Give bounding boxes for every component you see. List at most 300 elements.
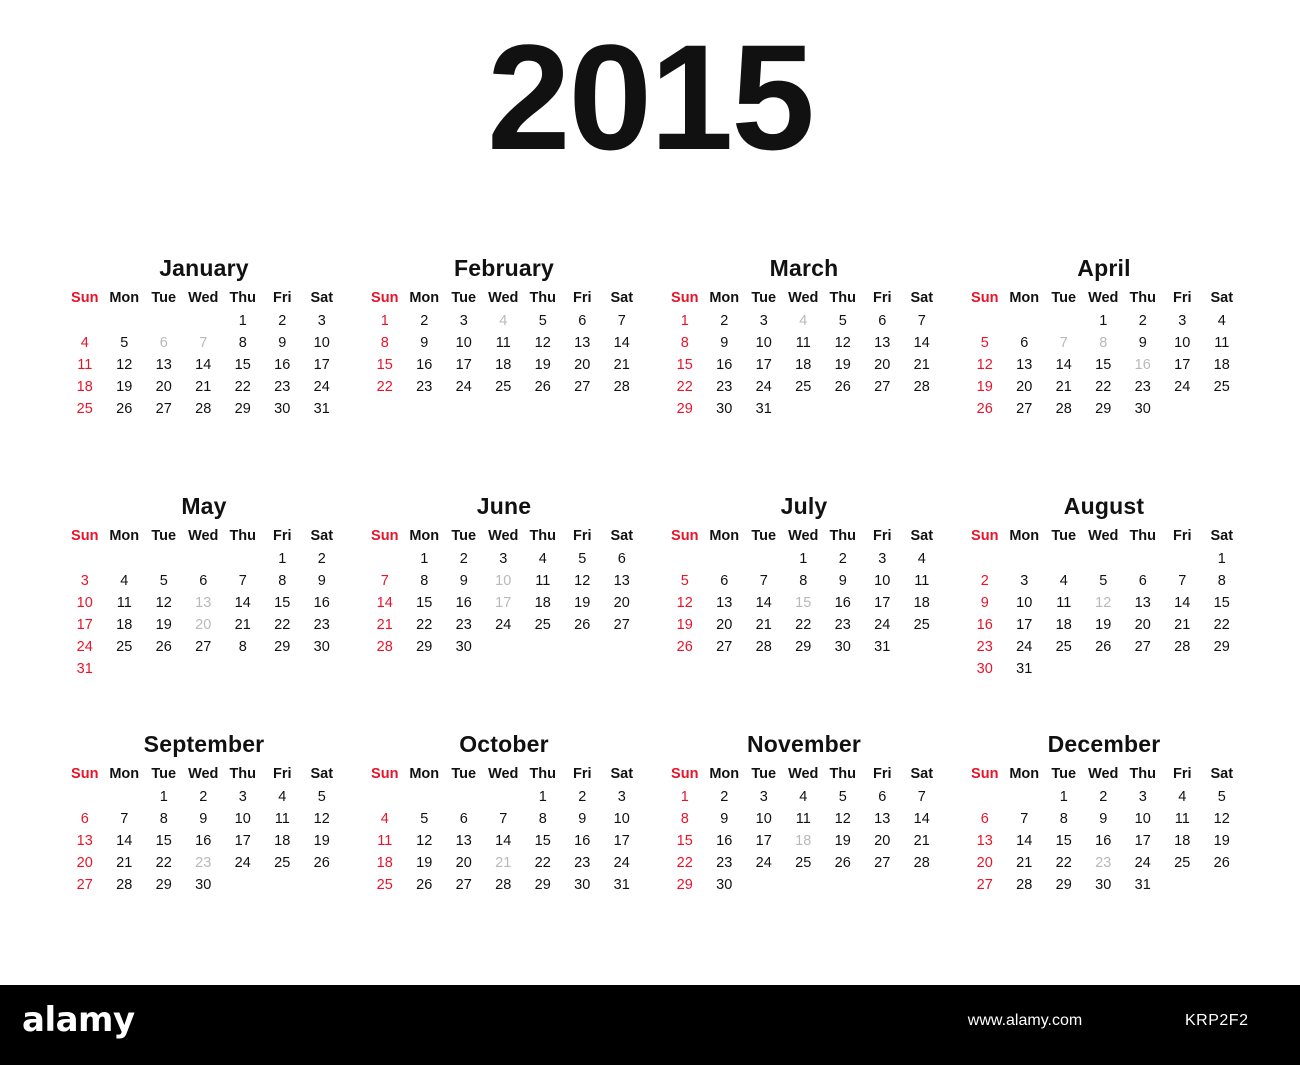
day-cell: 2 xyxy=(278,313,287,329)
day-cell: 14 xyxy=(755,595,772,611)
day-cell: 10 xyxy=(1174,335,1191,351)
day-cell-empty xyxy=(863,874,903,896)
day-cell: 7 xyxy=(199,335,208,351)
week-row xyxy=(354,636,654,658)
day-cell: 3 xyxy=(499,551,508,567)
day-cell: 30 xyxy=(976,661,993,677)
day-cell: 14 xyxy=(1174,595,1191,611)
week-row xyxy=(654,614,954,636)
weekday-label-sun: Sun xyxy=(71,290,99,306)
day-cell: 16 xyxy=(1134,357,1151,373)
day-cell-empty xyxy=(105,548,145,570)
day-cell: 4 xyxy=(380,811,389,827)
day-cell: 19 xyxy=(534,357,551,373)
week-row xyxy=(54,376,354,398)
week-row xyxy=(354,852,654,874)
day-cell: 4 xyxy=(917,551,926,567)
day-cell: 24 xyxy=(1174,379,1191,395)
day-cell-empty xyxy=(1163,874,1203,896)
day-cell: 12 xyxy=(116,357,133,373)
day-cell-empty xyxy=(1163,658,1203,680)
day-cell: 22 xyxy=(416,617,433,633)
month-name: December xyxy=(1047,731,1161,757)
day-cell: 6 xyxy=(878,789,887,805)
weekday-label-sun: Sun xyxy=(371,766,399,782)
day-cell: 9 xyxy=(1138,335,1147,351)
day-cell: 25 xyxy=(495,379,512,395)
day-cell: 21 xyxy=(195,379,212,395)
day-cell: 15 xyxy=(234,357,251,373)
day-cell: 14 xyxy=(234,595,251,611)
day-cell: 23 xyxy=(716,855,733,871)
weekday-label-thu: Thu xyxy=(529,766,557,782)
day-cell-empty xyxy=(184,658,224,680)
day-cell: 3 xyxy=(459,313,468,329)
day-cell: 22 xyxy=(676,855,693,871)
day-cell: 4 xyxy=(1178,789,1187,805)
day-cell: 26 xyxy=(1213,855,1230,871)
day-cell: 16 xyxy=(416,357,433,373)
day-cell-empty xyxy=(263,874,303,896)
day-cell-empty xyxy=(965,786,1005,808)
day-cell-empty xyxy=(223,658,263,680)
day-cell: 5 xyxy=(680,573,689,589)
weekday-label-mon: Mon xyxy=(409,290,440,306)
day-cell: 15 xyxy=(1055,833,1072,849)
day-cell: 13 xyxy=(874,811,891,827)
day-cell-empty xyxy=(902,874,942,896)
day-cell-empty xyxy=(302,658,342,680)
day-cell: 11 xyxy=(1174,811,1190,827)
day-cell: 21 xyxy=(613,357,630,373)
day-cell: 28 xyxy=(195,401,212,417)
week-row xyxy=(654,332,954,354)
month-name: February xyxy=(453,255,555,281)
day-cell: 23 xyxy=(416,379,433,395)
day-cell-empty xyxy=(365,548,405,570)
month-block xyxy=(954,731,1254,969)
week-row xyxy=(354,786,654,808)
day-cell-empty xyxy=(863,398,903,420)
week-row xyxy=(654,310,954,332)
week-row xyxy=(954,310,1254,332)
day-cell: 18 xyxy=(116,617,133,633)
day-cell: 26 xyxy=(1095,639,1112,655)
day-cell: 21 xyxy=(376,617,393,633)
weekday-label-wed: Wed xyxy=(788,528,819,544)
day-cell: 4 xyxy=(80,335,89,351)
day-cell: 13 xyxy=(76,833,93,849)
day-cell: 29 xyxy=(534,877,551,893)
day-cell: 18 xyxy=(795,357,812,373)
day-cell-empty xyxy=(523,636,563,658)
day-cell: 6 xyxy=(80,811,89,827)
day-cell: 11 xyxy=(1214,335,1230,351)
day-cell: 2 xyxy=(720,313,729,329)
day-cell: 2 xyxy=(720,789,729,805)
day-cell: 3 xyxy=(80,573,89,589)
day-cell: 24 xyxy=(234,855,251,871)
weekday-label-thu: Thu xyxy=(229,528,257,544)
day-cell: 13 xyxy=(1134,595,1151,611)
day-cell: 7 xyxy=(917,313,926,329)
week-row xyxy=(54,398,354,420)
day-cell: 7 xyxy=(759,573,768,589)
weekday-label-mon: Mon xyxy=(109,528,140,544)
month-block xyxy=(54,731,354,969)
day-cell: 28 xyxy=(1174,639,1191,655)
week-row xyxy=(354,874,654,896)
day-cell: 14 xyxy=(613,335,630,351)
day-cell: 25 xyxy=(1213,379,1230,395)
weekday-label-mon: Mon xyxy=(709,290,740,306)
day-cell: 23 xyxy=(195,855,212,871)
weekday-label-mon: Mon xyxy=(709,766,740,782)
day-cell-empty xyxy=(784,874,824,896)
day-cell: 13 xyxy=(1016,357,1033,373)
weekday-header-row xyxy=(654,290,954,310)
weekday-label-thu: Thu xyxy=(529,528,557,544)
day-cell: 20 xyxy=(155,379,172,395)
day-cell: 11 xyxy=(495,335,511,351)
weekday-label-sun: Sun xyxy=(971,528,999,544)
day-cell-empty xyxy=(144,658,184,680)
day-cell: 30 xyxy=(716,877,733,893)
day-cell: 8 xyxy=(380,335,389,351)
weekday-label-sun: Sun xyxy=(971,290,999,306)
weekday-label-wed: Wed xyxy=(1088,766,1119,782)
month-name: April xyxy=(1077,255,1131,281)
day-cell-empty xyxy=(965,548,1005,570)
day-cell: 19 xyxy=(1095,617,1112,633)
weekday-label-wed: Wed xyxy=(188,528,219,544)
day-cell-empty xyxy=(1163,548,1203,570)
day-cell: 7 xyxy=(1178,573,1187,589)
page-title: 2015 xyxy=(487,13,813,181)
weekday-label-wed: Wed xyxy=(788,290,819,306)
week-row xyxy=(654,592,954,614)
day-cell: 21 xyxy=(913,357,930,373)
day-cell-empty xyxy=(484,636,524,658)
day-cell: 18 xyxy=(1174,833,1191,849)
week-row xyxy=(54,808,354,830)
week-row xyxy=(54,636,354,658)
day-cell: 15 xyxy=(376,357,393,373)
day-cell-empty xyxy=(784,398,824,420)
day-cell: 10 xyxy=(313,335,330,351)
weekday-label-sat: Sat xyxy=(610,290,634,306)
day-cell: 30 xyxy=(1134,401,1151,417)
weekday-label-thu: Thu xyxy=(829,290,857,306)
day-cell-empty xyxy=(744,548,784,570)
day-cell: 29 xyxy=(1213,639,1230,655)
week-row xyxy=(54,310,354,332)
day-cell: 2 xyxy=(1138,313,1147,329)
day-cell: 10 xyxy=(234,811,251,827)
week-row xyxy=(354,830,654,852)
alamy-logo: alamy xyxy=(22,1000,135,1040)
day-cell-empty xyxy=(484,786,524,808)
day-cell: 10 xyxy=(495,573,512,589)
day-cell: 16 xyxy=(574,833,591,849)
day-cell-empty xyxy=(744,874,784,896)
week-row xyxy=(954,548,1254,570)
week-row xyxy=(954,570,1254,592)
day-cell: 16 xyxy=(716,833,733,849)
weekday-label-thu: Thu xyxy=(1129,528,1157,544)
week-row xyxy=(654,830,954,852)
day-cell: 9 xyxy=(1099,811,1108,827)
day-cell: 18 xyxy=(534,595,551,611)
weekday-label-wed: Wed xyxy=(488,290,519,306)
day-cell: 31 xyxy=(874,639,891,655)
day-cell: 23 xyxy=(574,855,591,871)
week-row xyxy=(354,376,654,398)
day-cell: 10 xyxy=(1134,811,1151,827)
day-cell: 23 xyxy=(313,617,330,633)
weekday-label-wed: Wed xyxy=(188,766,219,782)
weekday-label-thu: Thu xyxy=(529,290,557,306)
month-block xyxy=(654,731,954,969)
day-cell: 15 xyxy=(1095,357,1112,373)
day-cell: 26 xyxy=(155,639,172,655)
month-name: November xyxy=(746,731,862,757)
day-cell: 15 xyxy=(676,833,693,849)
week-row xyxy=(954,874,1254,896)
day-cell: 30 xyxy=(195,877,212,893)
weekday-label-sun: Sun xyxy=(671,528,699,544)
day-cell: 29 xyxy=(1055,877,1072,893)
day-cell: 29 xyxy=(416,639,433,655)
day-cell: 7 xyxy=(1059,335,1068,351)
day-cell: 1 xyxy=(380,313,389,329)
day-cell: 12 xyxy=(1095,595,1112,611)
weekday-label-sun: Sun xyxy=(371,290,399,306)
day-cell: 7 xyxy=(917,789,926,805)
weekday-label-mon: Mon xyxy=(709,528,740,544)
day-cell: 12 xyxy=(416,833,433,849)
day-cell: 27 xyxy=(455,877,472,893)
day-cell: 12 xyxy=(834,335,851,351)
day-cell: 24 xyxy=(1134,855,1151,871)
day-cell: 1 xyxy=(680,789,689,805)
week-row xyxy=(954,852,1254,874)
day-cell: 21 xyxy=(755,617,772,633)
day-cell: 1 xyxy=(159,789,168,805)
day-cell-empty xyxy=(1084,658,1124,680)
day-cell: 28 xyxy=(613,379,630,395)
day-cell-empty xyxy=(1044,658,1084,680)
week-row xyxy=(354,548,654,570)
day-cell: 19 xyxy=(416,855,433,871)
day-cell-empty xyxy=(1202,398,1242,420)
day-cell: 6 xyxy=(720,573,729,589)
day-cell-empty xyxy=(823,874,863,896)
day-cell: 30 xyxy=(455,639,472,655)
day-cell: 10 xyxy=(613,811,630,827)
day-cell: 30 xyxy=(313,639,330,655)
day-cell: 31 xyxy=(755,401,772,417)
day-cell-empty xyxy=(965,310,1005,332)
weekday-label-wed: Wed xyxy=(488,766,519,782)
day-cell: 22 xyxy=(534,855,551,871)
day-cell: 14 xyxy=(495,833,512,849)
week-row xyxy=(54,354,354,376)
day-cell: 27 xyxy=(155,401,172,417)
day-cell: 31 xyxy=(313,401,330,417)
month-block xyxy=(954,255,1254,493)
week-row xyxy=(54,874,354,896)
day-cell: 23 xyxy=(716,379,733,395)
week-row xyxy=(954,376,1254,398)
weekday-label-tue: Tue xyxy=(1051,528,1077,544)
day-cell: 15 xyxy=(274,595,291,611)
day-cell: 28 xyxy=(1016,877,1033,893)
day-cell-empty xyxy=(223,548,263,570)
month-name: July xyxy=(780,493,828,519)
day-cell: 12 xyxy=(976,357,993,373)
day-cell: 25 xyxy=(913,617,930,633)
day-cell: 20 xyxy=(195,617,212,633)
weekday-label-fri: Fri xyxy=(272,290,292,306)
day-cell: 21 xyxy=(116,855,133,871)
day-cell: 13 xyxy=(195,595,212,611)
day-cell: 29 xyxy=(676,877,693,893)
month-name: August xyxy=(1063,493,1145,519)
day-cell: 28 xyxy=(1055,401,1072,417)
weekday-label-fri: Fri xyxy=(272,766,292,782)
day-cell: 4 xyxy=(499,313,508,329)
day-cell: 17 xyxy=(455,357,472,373)
day-cell: 25 xyxy=(795,855,812,871)
day-cell-empty xyxy=(184,310,224,332)
weekday-label-mon: Mon xyxy=(1009,766,1040,782)
week-row xyxy=(954,354,1254,376)
day-cell: 22 xyxy=(676,379,693,395)
day-cell: 7 xyxy=(617,313,626,329)
weekday-header-row xyxy=(54,528,354,548)
day-cell: 24 xyxy=(755,379,772,395)
day-cell-empty xyxy=(1123,658,1163,680)
day-cell: 3 xyxy=(878,551,887,567)
day-cell: 8 xyxy=(680,811,689,827)
day-cell: 31 xyxy=(613,877,630,893)
weekday-label-sun: Sun xyxy=(671,290,699,306)
day-cell: 8 xyxy=(420,573,429,589)
weekday-header-row xyxy=(354,766,654,786)
day-cell: 13 xyxy=(455,833,472,849)
day-cell: 7 xyxy=(380,573,389,589)
day-cell: 23 xyxy=(455,617,472,633)
day-cell: 26 xyxy=(834,379,851,395)
day-cell: 20 xyxy=(574,357,591,373)
day-cell: 13 xyxy=(874,335,891,351)
day-cell-empty xyxy=(602,636,642,658)
day-cell: 3 xyxy=(759,789,768,805)
weekday-label-mon: Mon xyxy=(109,290,140,306)
day-cell: 26 xyxy=(116,401,133,417)
day-cell: 15 xyxy=(795,595,812,611)
day-cell: 11 xyxy=(914,573,930,589)
day-cell: 8 xyxy=(278,573,287,589)
day-cell: 20 xyxy=(455,855,472,871)
day-cell: 28 xyxy=(495,877,512,893)
day-cell-empty xyxy=(263,658,303,680)
day-cell: 6 xyxy=(1138,573,1147,589)
weekday-label-tue: Tue xyxy=(451,528,477,544)
alamy-url: www.alamy.com xyxy=(967,1012,1083,1029)
day-cell: 21 xyxy=(1174,617,1191,633)
day-cell: 1 xyxy=(680,313,689,329)
day-cell: 14 xyxy=(1016,833,1033,849)
week-row xyxy=(354,592,654,614)
day-cell: 26 xyxy=(416,877,433,893)
day-cell: 28 xyxy=(116,877,133,893)
day-cell: 7 xyxy=(499,811,508,827)
week-row xyxy=(54,852,354,874)
day-cell-empty xyxy=(705,548,745,570)
day-cell: 1 xyxy=(238,313,247,329)
day-cell: 10 xyxy=(455,335,472,351)
day-cell: 14 xyxy=(913,811,930,827)
day-cell: 27 xyxy=(1016,401,1033,417)
day-cell: 17 xyxy=(755,357,772,373)
day-cell: 12 xyxy=(534,335,551,351)
day-cell: 14 xyxy=(913,335,930,351)
day-cell: 13 xyxy=(613,573,630,589)
day-cell: 2 xyxy=(980,573,989,589)
month-block xyxy=(54,255,354,493)
day-cell: 27 xyxy=(874,379,891,395)
week-row xyxy=(654,548,954,570)
day-cell: 20 xyxy=(976,855,993,871)
day-cell: 3 xyxy=(1020,573,1029,589)
month-name: March xyxy=(769,255,839,281)
weekday-label-wed: Wed xyxy=(188,290,219,306)
day-cell: 22 xyxy=(1095,379,1112,395)
calendar-grid xyxy=(54,255,1254,969)
day-cell: 17 xyxy=(755,833,772,849)
day-cell: 3 xyxy=(759,313,768,329)
day-cell: 18 xyxy=(76,379,93,395)
weekday-label-sun: Sun xyxy=(371,528,399,544)
day-cell: 18 xyxy=(274,833,291,849)
day-cell: 20 xyxy=(76,855,93,871)
day-cell: 8 xyxy=(159,811,168,827)
day-cell: 17 xyxy=(1174,357,1191,373)
day-cell: 2 xyxy=(199,789,208,805)
day-cell: 11 xyxy=(116,595,132,611)
week-row xyxy=(954,614,1254,636)
day-cell: 21 xyxy=(1016,855,1033,871)
day-cell: 5 xyxy=(538,313,547,329)
weekday-label-mon: Mon xyxy=(1009,528,1040,544)
day-cell: 24 xyxy=(755,855,772,871)
week-row xyxy=(354,310,654,332)
day-cell: 19 xyxy=(116,379,133,395)
day-cell: 4 xyxy=(120,573,129,589)
weekday-label-sat: Sat xyxy=(1210,528,1234,544)
day-cell: 25 xyxy=(274,855,291,871)
day-cell: 1 xyxy=(538,789,547,805)
weekday-label-sat: Sat xyxy=(310,528,334,544)
day-cell: 28 xyxy=(755,639,772,655)
week-row xyxy=(954,332,1254,354)
weekday-header-row xyxy=(654,528,954,548)
day-cell: 7 xyxy=(1020,811,1029,827)
day-cell: 24 xyxy=(613,855,630,871)
day-cell: 17 xyxy=(234,833,251,849)
